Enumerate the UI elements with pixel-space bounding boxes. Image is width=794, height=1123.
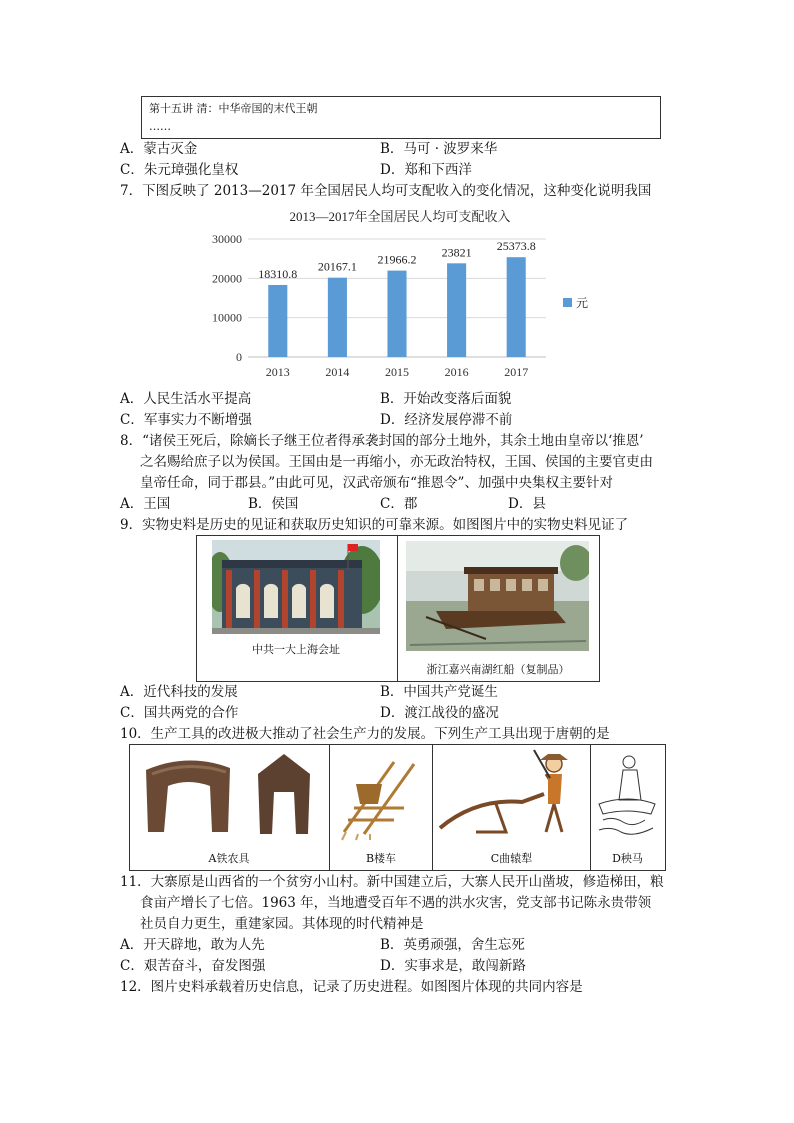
q8-stem-line-3: 皇帝任命，同于郡县。”由此可见，汉武帝颁布“推恩令”、加强中央集权主要针对 [140,475,613,491]
q9-option-c[interactable]: C．国共两党的合作 [120,705,239,721]
q8-stem-line-1: 8．“诸侯王死后，除嫡长子继王位者得承袭封国的部分土地外，其余土地由皇帝以‘推恩’ [120,433,644,449]
x-tick-label: 2014 [325,365,350,379]
y-tick-label: 30000 [212,232,242,246]
x-tick-label: 2013 [265,365,290,379]
q8-stem-line-2: 之名赐给庶子以为侯国。王国由是一再缩小，亦无政治特权，王国、侯国的主要官吏由 [140,454,653,470]
q10-caption-a: A铁农具 [208,852,250,865]
legend-label: 元 [576,296,589,310]
bar-value-label: 25373.8 [496,239,536,254]
q6-option-a[interactable]: A．蒙古灭金 [120,141,198,157]
q7-option-b[interactable]: B．开始改变落后面貌 [380,391,512,407]
q9-divider [397,535,398,681]
q9-caption-2: 浙江嘉兴南湖红船（复制品） [426,663,570,676]
q11-option-c[interactable]: C．艰苦奋斗，奋发图强 [120,958,266,974]
x-tick-label: 2015 [385,365,409,379]
bar [328,278,347,357]
q6-option-b[interactable]: B．马可 · 波罗来华 [380,141,498,157]
q11-stem-line-2: 食亩产增长了七倍。1963 年，当地遭受百年不遇的洪水灾害，党支部书记陈永贵带领 [140,895,652,911]
outline-line-1: 第十五讲 清：中华帝国的末代王朝 [149,102,318,115]
q9-option-a[interactable]: A．近代科技的发展 [120,684,238,700]
bar-value-label: 21966.2 [377,252,417,267]
outline-line-2: …… [149,120,171,133]
x-tick-label: 2016 [444,365,469,379]
q9-stem: 9．实物史料是历史的见证和获取历史知识的可靠来源。如图图片中的实物史料见证了 [120,517,629,533]
q11-option-b[interactable]: B．英勇顽强，舍生忘死 [380,937,525,953]
q6-option-d[interactable]: D．郑和下西洋 [380,162,472,178]
rice-seedling-boat-image [593,748,661,842]
q10-stem: 10．生产工具的改进极大推动了社会生产力的发展。下列生产工具出现于唐朝的是 [120,726,610,742]
chart-title: 2013—2017年全国居民人均可支配收入 [289,209,511,224]
q11-option-d[interactable]: D．实事求是，敢闯新路 [380,958,526,974]
q7-option-a[interactable]: A．人民生活水平提高 [120,391,252,407]
q9-caption-1: 中共一大上海会址 [252,643,340,656]
q11-stem-line-1: 11．大寨原是山西省的一个贫穷小山村。新中国建立后，大寨人民开山凿坡，修造梯田，粮 [120,874,664,890]
bar [447,263,466,357]
q7-option-d[interactable]: D．经济发展停滞不前 [380,412,513,428]
q8-option-c[interactable]: C．郡 [380,496,418,512]
bar [387,271,406,357]
q9-option-d[interactable]: D．渡江战役的盛况 [380,705,499,721]
q12-stem: 12．图片史料承载着历史信息，记录了历史进程。如图图片体现的共同内容是 [120,979,583,995]
x-tick-label: 2017 [504,365,529,379]
q11-stem-line-3: 社员自力更生，重建家园。其体现的时代精神是 [140,916,424,932]
y-tick-label: 0 [236,350,242,364]
q8-option-d[interactable]: D．县 [508,496,546,512]
bar [507,257,526,357]
q8-option-a[interactable]: A．王国 [120,496,171,512]
income-bar-chart [190,204,610,390]
q7-option-c[interactable]: C．军事实力不断增强 [120,412,252,428]
q9-option-b[interactable]: B．中国共产党诞生 [380,684,498,700]
bar-value-label: 23821 [441,245,472,260]
q10-caption-d: D秧马 [612,852,643,865]
y-tick-label: 10000 [212,310,242,325]
bar-value-label: 18310.8 [258,266,298,281]
curved-plough-image [436,748,588,842]
shanghai-site-photo [212,540,380,634]
bar-value-label: 20167.1 [317,259,357,274]
iron-tools-image [138,748,324,844]
q8-option-b[interactable]: B．侯国 [248,496,299,512]
q11-option-a[interactable]: A．开天辟地，敢为人先 [120,937,265,953]
seeder-image [334,748,428,842]
q10-caption-c: C曲辕犁 [490,852,533,865]
red-boat-photo [406,541,589,651]
legend-swatch [563,298,572,307]
bar [268,285,287,357]
q6-option-c[interactable]: C．朱元璋强化皇权 [120,162,239,178]
q10-caption-b: B楼车 [365,852,397,865]
outline-box [141,96,661,139]
y-tick-label: 20000 [212,271,242,286]
q7-stem: 7．下图反映了 2013—2017 年全国居民人均可支配收入的变化情况，这种变化说明我国 [120,183,652,199]
